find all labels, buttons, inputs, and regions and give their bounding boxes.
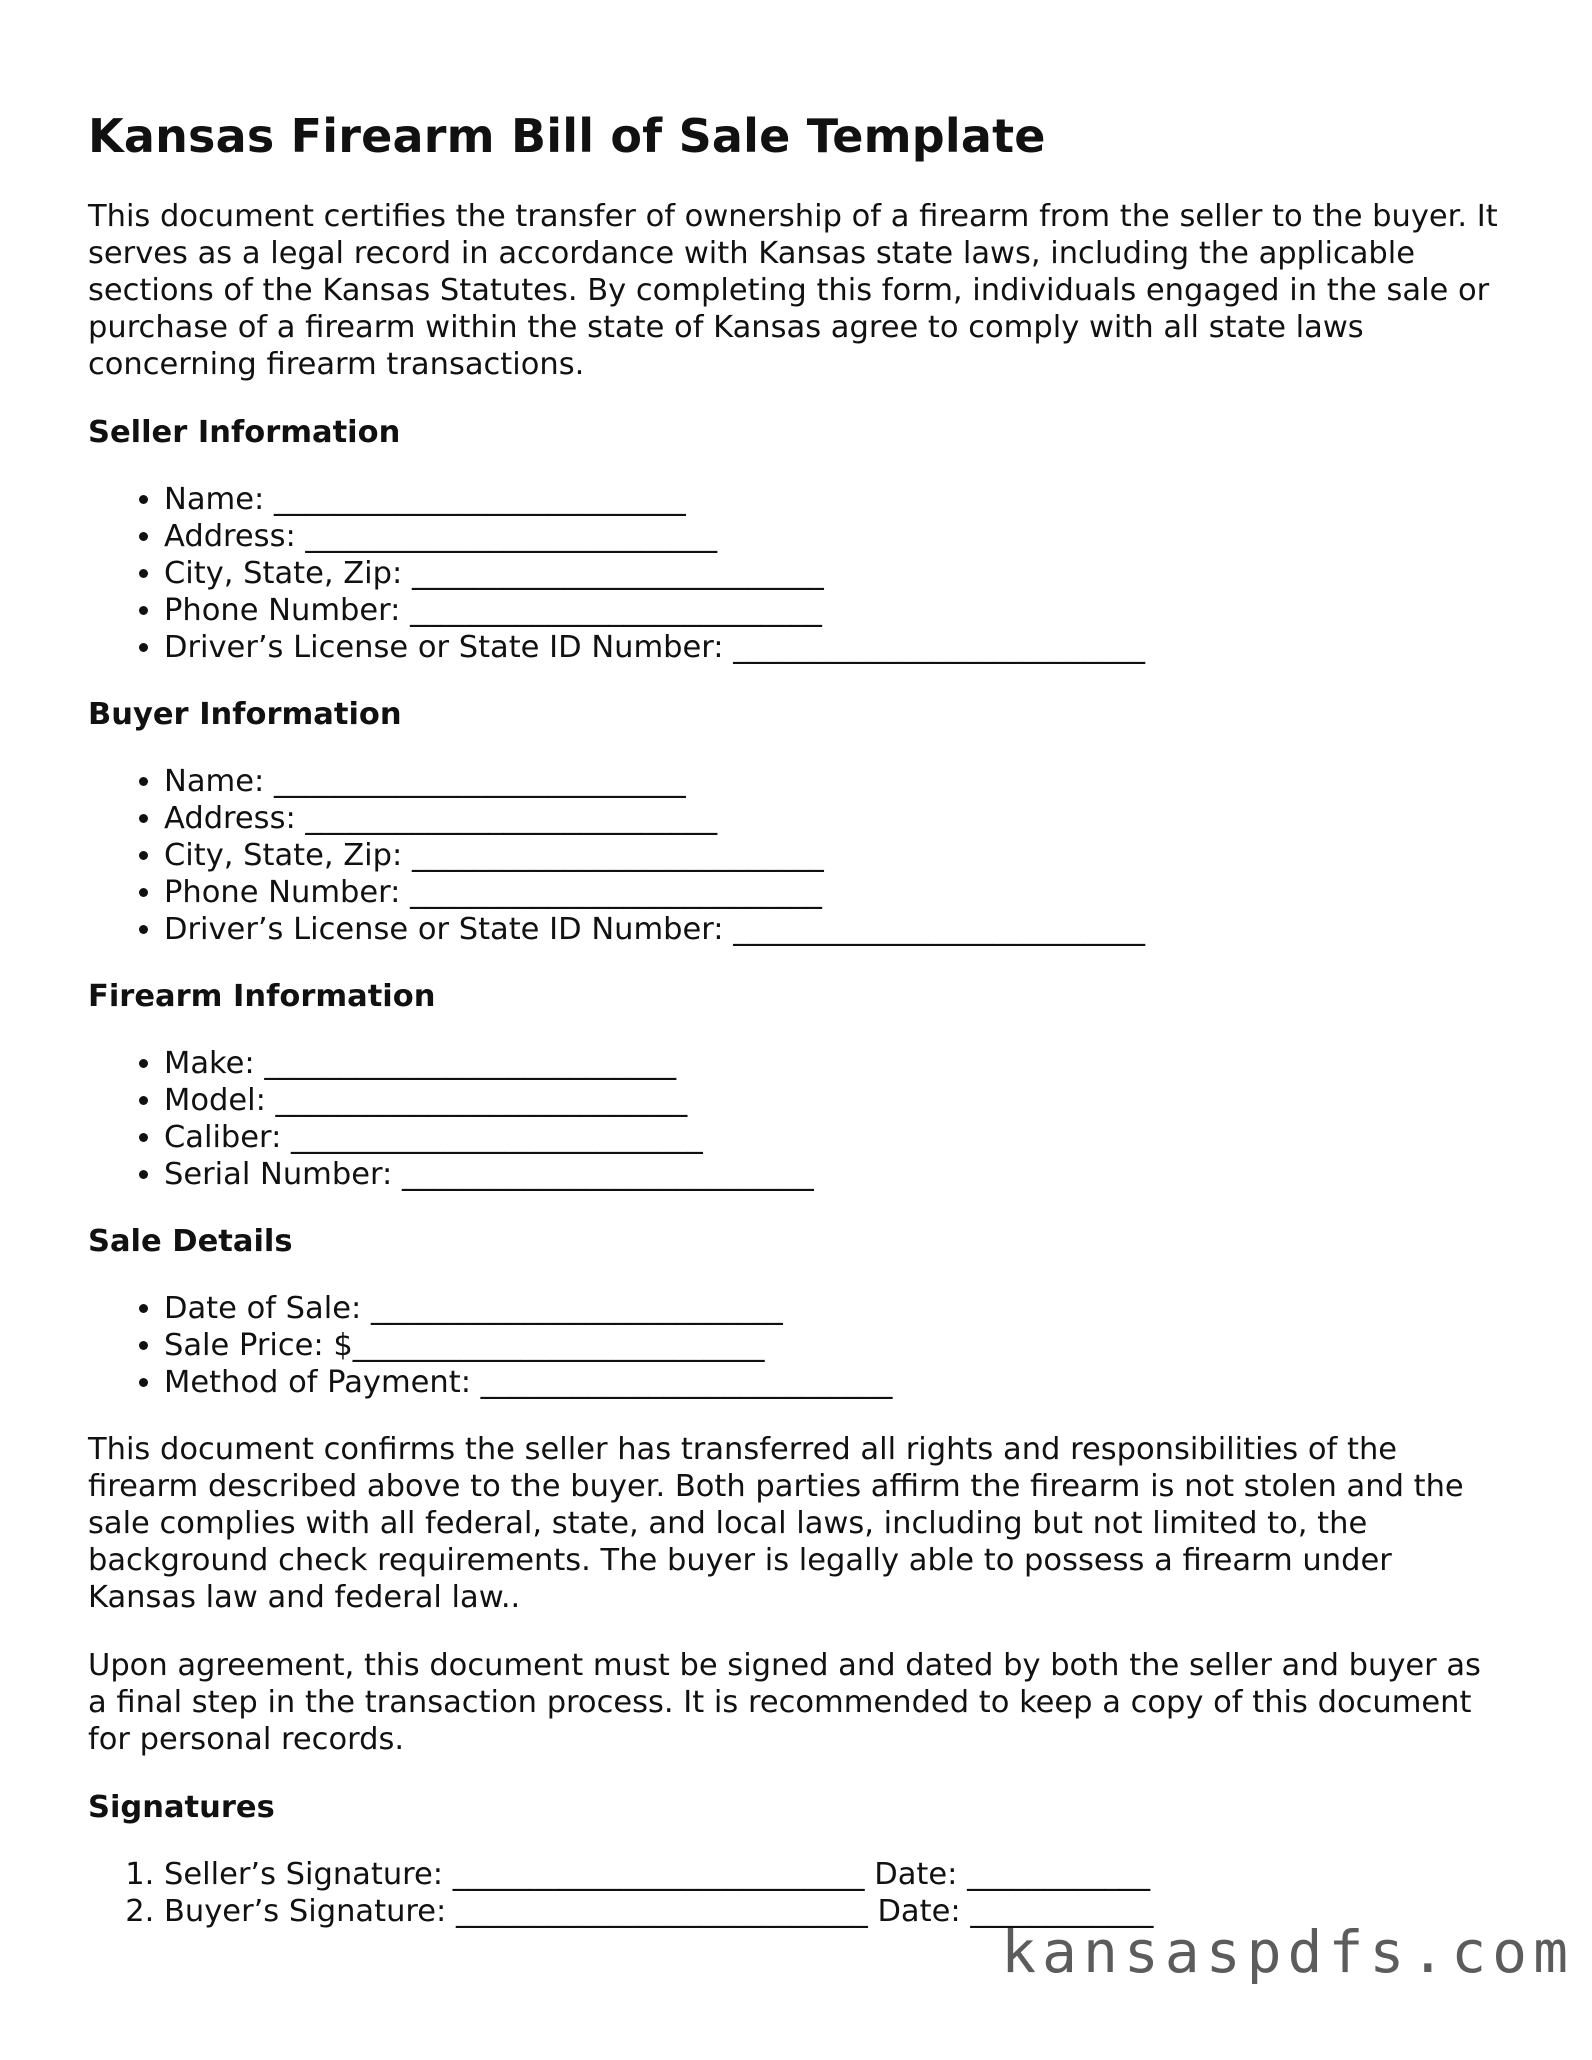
seller-license-field[interactable]: • Driver’s License or State ID Number: ___________________________ [164, 629, 1508, 666]
buyer-city-state-zip-field[interactable]: • City, State, Zip: ___________________________ [164, 837, 1508, 874]
firearm-serial-field[interactable]: • Serial Number: ___________________________ [164, 1156, 1508, 1193]
watermark-text: kansaspdfs.com [1001, 1918, 1574, 1986]
buyer-heading: Buyer Information [88, 697, 402, 732]
buyer-signature-field[interactable]: 2. Buyer’s Signature: ___________________________ Date: ____________ [164, 1893, 1508, 1930]
buyer-name-field[interactable]: • Name: ___________________________ [164, 763, 1508, 800]
document-page [88, 106, 1508, 1960]
seller-signature-field[interactable]: 1. Seller’s Signature: ___________________________ Date: ____________ [164, 1856, 1508, 1893]
firearm-make-field[interactable]: • Make: ___________________________ [164, 1045, 1508, 1082]
buyer-license-field[interactable]: • Driver’s License or State ID Number: ___________________________ [164, 911, 1508, 948]
seller-name-field[interactable]: • Name: ___________________________ [164, 481, 1508, 518]
document-title: Kansas Firearm Bill of Sale Template [88, 109, 1046, 163]
sale-date-field[interactable]: • Date of Sale: ___________________________ [164, 1290, 1508, 1327]
sale-payment-method-field[interactable]: • Method of Payment: ___________________________ [164, 1364, 1508, 1401]
confirmation-paragraph: This document confirms the seller has transferred all rights and responsibilities of the firearm described above to the buyer. Both parties affirm the firearm is not stolen and the sale complies with all federal, state, and local laws, including but not limited to, the background check requirements. The buyer is legally able to possess a firearm under Kansas law and federal law.. [88, 1432, 1464, 1615]
agreement-paragraph: Upon agreement, this document must be signed and dated by both the seller and buyer as a final step in the transaction process. It is recommended to keep a copy of this document for personal records. [88, 1648, 1481, 1757]
sale-heading: Sale Details [88, 1224, 293, 1259]
seller-city-state-zip-field[interactable]: • City, State, Zip: ___________________________ [164, 555, 1508, 592]
seller-fields [88, 481, 1508, 666]
buyer-phone-field[interactable]: • Phone Number: ___________________________ [164, 874, 1508, 911]
firearm-heading: Firearm Information [88, 979, 436, 1014]
seller-heading: Seller Information [88, 415, 401, 450]
seller-address-field[interactable]: • Address: ___________________________ [164, 518, 1508, 555]
sale-price-field[interactable]: • Sale Price: $___________________________ [164, 1327, 1508, 1364]
firearm-model-field[interactable]: • Model: ___________________________ [164, 1082, 1508, 1119]
seller-phone-field[interactable]: • Phone Number: ___________________________ [164, 592, 1508, 629]
firearm-caliber-field[interactable]: • Caliber: ___________________________ [164, 1119, 1508, 1156]
sale-fields [88, 1290, 1508, 1401]
intro-paragraph: This document certifies the transfer of ownership of a firearm from the seller to the buyer. It serves as a legal record in accordance with Kansas state laws, including the applicable sections of the Kansas Statutes. By completing this form, individuals engaged in the sale or purchase of a firearm within the state of Kansas agree to comply with all state laws concerning firearm transactions. [88, 199, 1498, 382]
buyer-address-field[interactable]: • Address: ___________________________ [164, 800, 1508, 837]
buyer-fields [88, 763, 1508, 948]
firearm-fields [88, 1045, 1508, 1193]
signatures-heading: Signatures [88, 1790, 275, 1825]
